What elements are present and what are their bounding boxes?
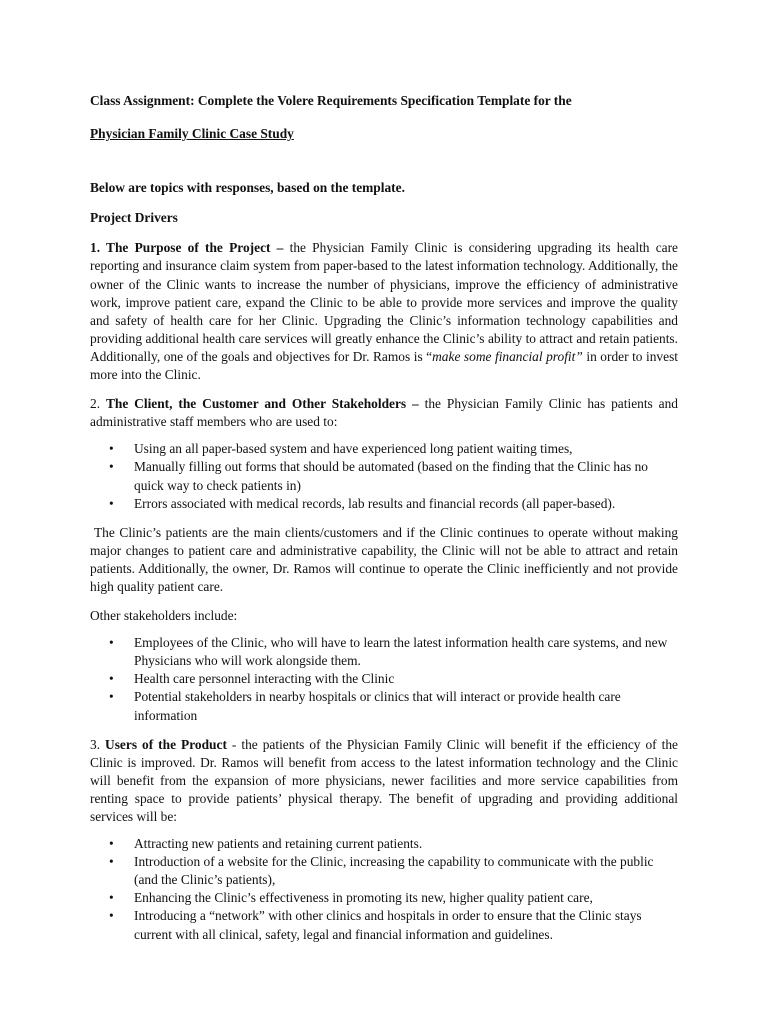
list-item: • Attracting new patients and retaining current patients. (134, 835, 678, 853)
section-3-paragraph (90, 736, 678, 826)
section-1-number: 1. (90, 240, 107, 256)
intro-text: Below are topics with responses, based on the template. (90, 180, 405, 196)
list-item: • Health care personnel interacting with the Clinic (134, 670, 678, 688)
section-3-number: 3. (90, 736, 106, 752)
section-2-text: the Physician Family Clinic has patients and administrative staff members who are used to: (90, 396, 678, 430)
other-stakeholders-label: Other stakeholders include: (90, 608, 238, 624)
list-item: • Potential stakeholders in nearby hospitals or clinics that will interact or provide health care information (134, 688, 678, 724)
list-item: • Manually filling out forms that should be automated (based on the finding that the Clinic has no quick way to check patients in) (134, 458, 678, 494)
section-2-number: 2. (90, 396, 106, 412)
section-2-paragraph (90, 395, 678, 431)
section-1-paragraph (90, 239, 678, 384)
section-heading: Project Drivers (90, 210, 178, 226)
list-item: • Errors associated with medical records, lab results and financial records (all paper-based). (134, 495, 678, 513)
list-item: • Introduction of a website for the Clinic, increasing the capability to communicate with the public (and the Clinic’s patients), (134, 853, 678, 889)
list-item: • Employees of the Clinic, who will have to learn the latest information health care systems, and new Physicians who will work alongside them. (134, 634, 678, 670)
document-title-line-2: Physician Family Clinic Case Study (90, 126, 294, 142)
document-title-line-1: Class Assignment: Complete the Volere Requirements Specification Template for the (90, 93, 572, 108)
list-item: • Using an all paper-based system and have experienced long patient waiting times, (134, 440, 678, 458)
other-stakeholders-list (90, 634, 678, 724)
section-1-heading: The Purpose of the Project – (106, 240, 284, 256)
section-2-heading: The Client, the Customer and Other Stakeholders – (105, 396, 419, 412)
section-1-quote: make some financial profit” (432, 348, 583, 364)
list-item: • Introducing a “network” with other clinics and hospitals in order to ensure that the Clinic stays current with all clinical, safety, legal and financial information and guidelines. (134, 907, 678, 943)
section-1-text: the Physician Family Clinic is considering upgrading its health care reporting and insurance claim system from paper-based to the latest information technology. Additionally, the owner of the Clinic wants to increase the number of physicians, improve the efficiency of administrative work, improve patient care, expand the Clinic to be able to provide more services and improve the quality and safety of health care for her Clinic. Upgrading the Clinic’s information technology capabilities and providing additional health care services will greatly enhance the Clinic’s ability to attract and retain patients. Additionally, one of the goals and objectives for Dr. Ramos is “ (90, 240, 679, 364)
section-1-text-end: in order to invest more into the Clinic. (90, 348, 679, 383)
list-item: • Enhancing the Clinic’s effectiveness in promoting its new, higher quality patient care, (134, 889, 678, 907)
section-2-bullet-list (90, 440, 678, 512)
section-2-clients-paragraph: The Clinic’s patients are the main clients/customers and if the Clinic continues to operate without making major changes to patient care and administrative capability, the Clinic will not be able to attract and retain patients. Additionally, the owner, Dr. Ramos will continue to operate the Clinic inefficiently and not provide high quality patient care. (90, 524, 678, 594)
section-3-heading: Users of the Product (105, 736, 227, 752)
section-3-bullet-list (90, 835, 678, 944)
section-3-text: - the patients of the Physician Family Clinic will benefit if the efficiency of the Clinic is improved. Dr. Ramos will benefit from access to the latest information technology and the Clinic will benefit from the expansion of more physicians, newer facilities and more service capabilities from renting space to provide patients’ physical therapy. The benefit of upgrading and providing additional services will be: (90, 736, 678, 824)
